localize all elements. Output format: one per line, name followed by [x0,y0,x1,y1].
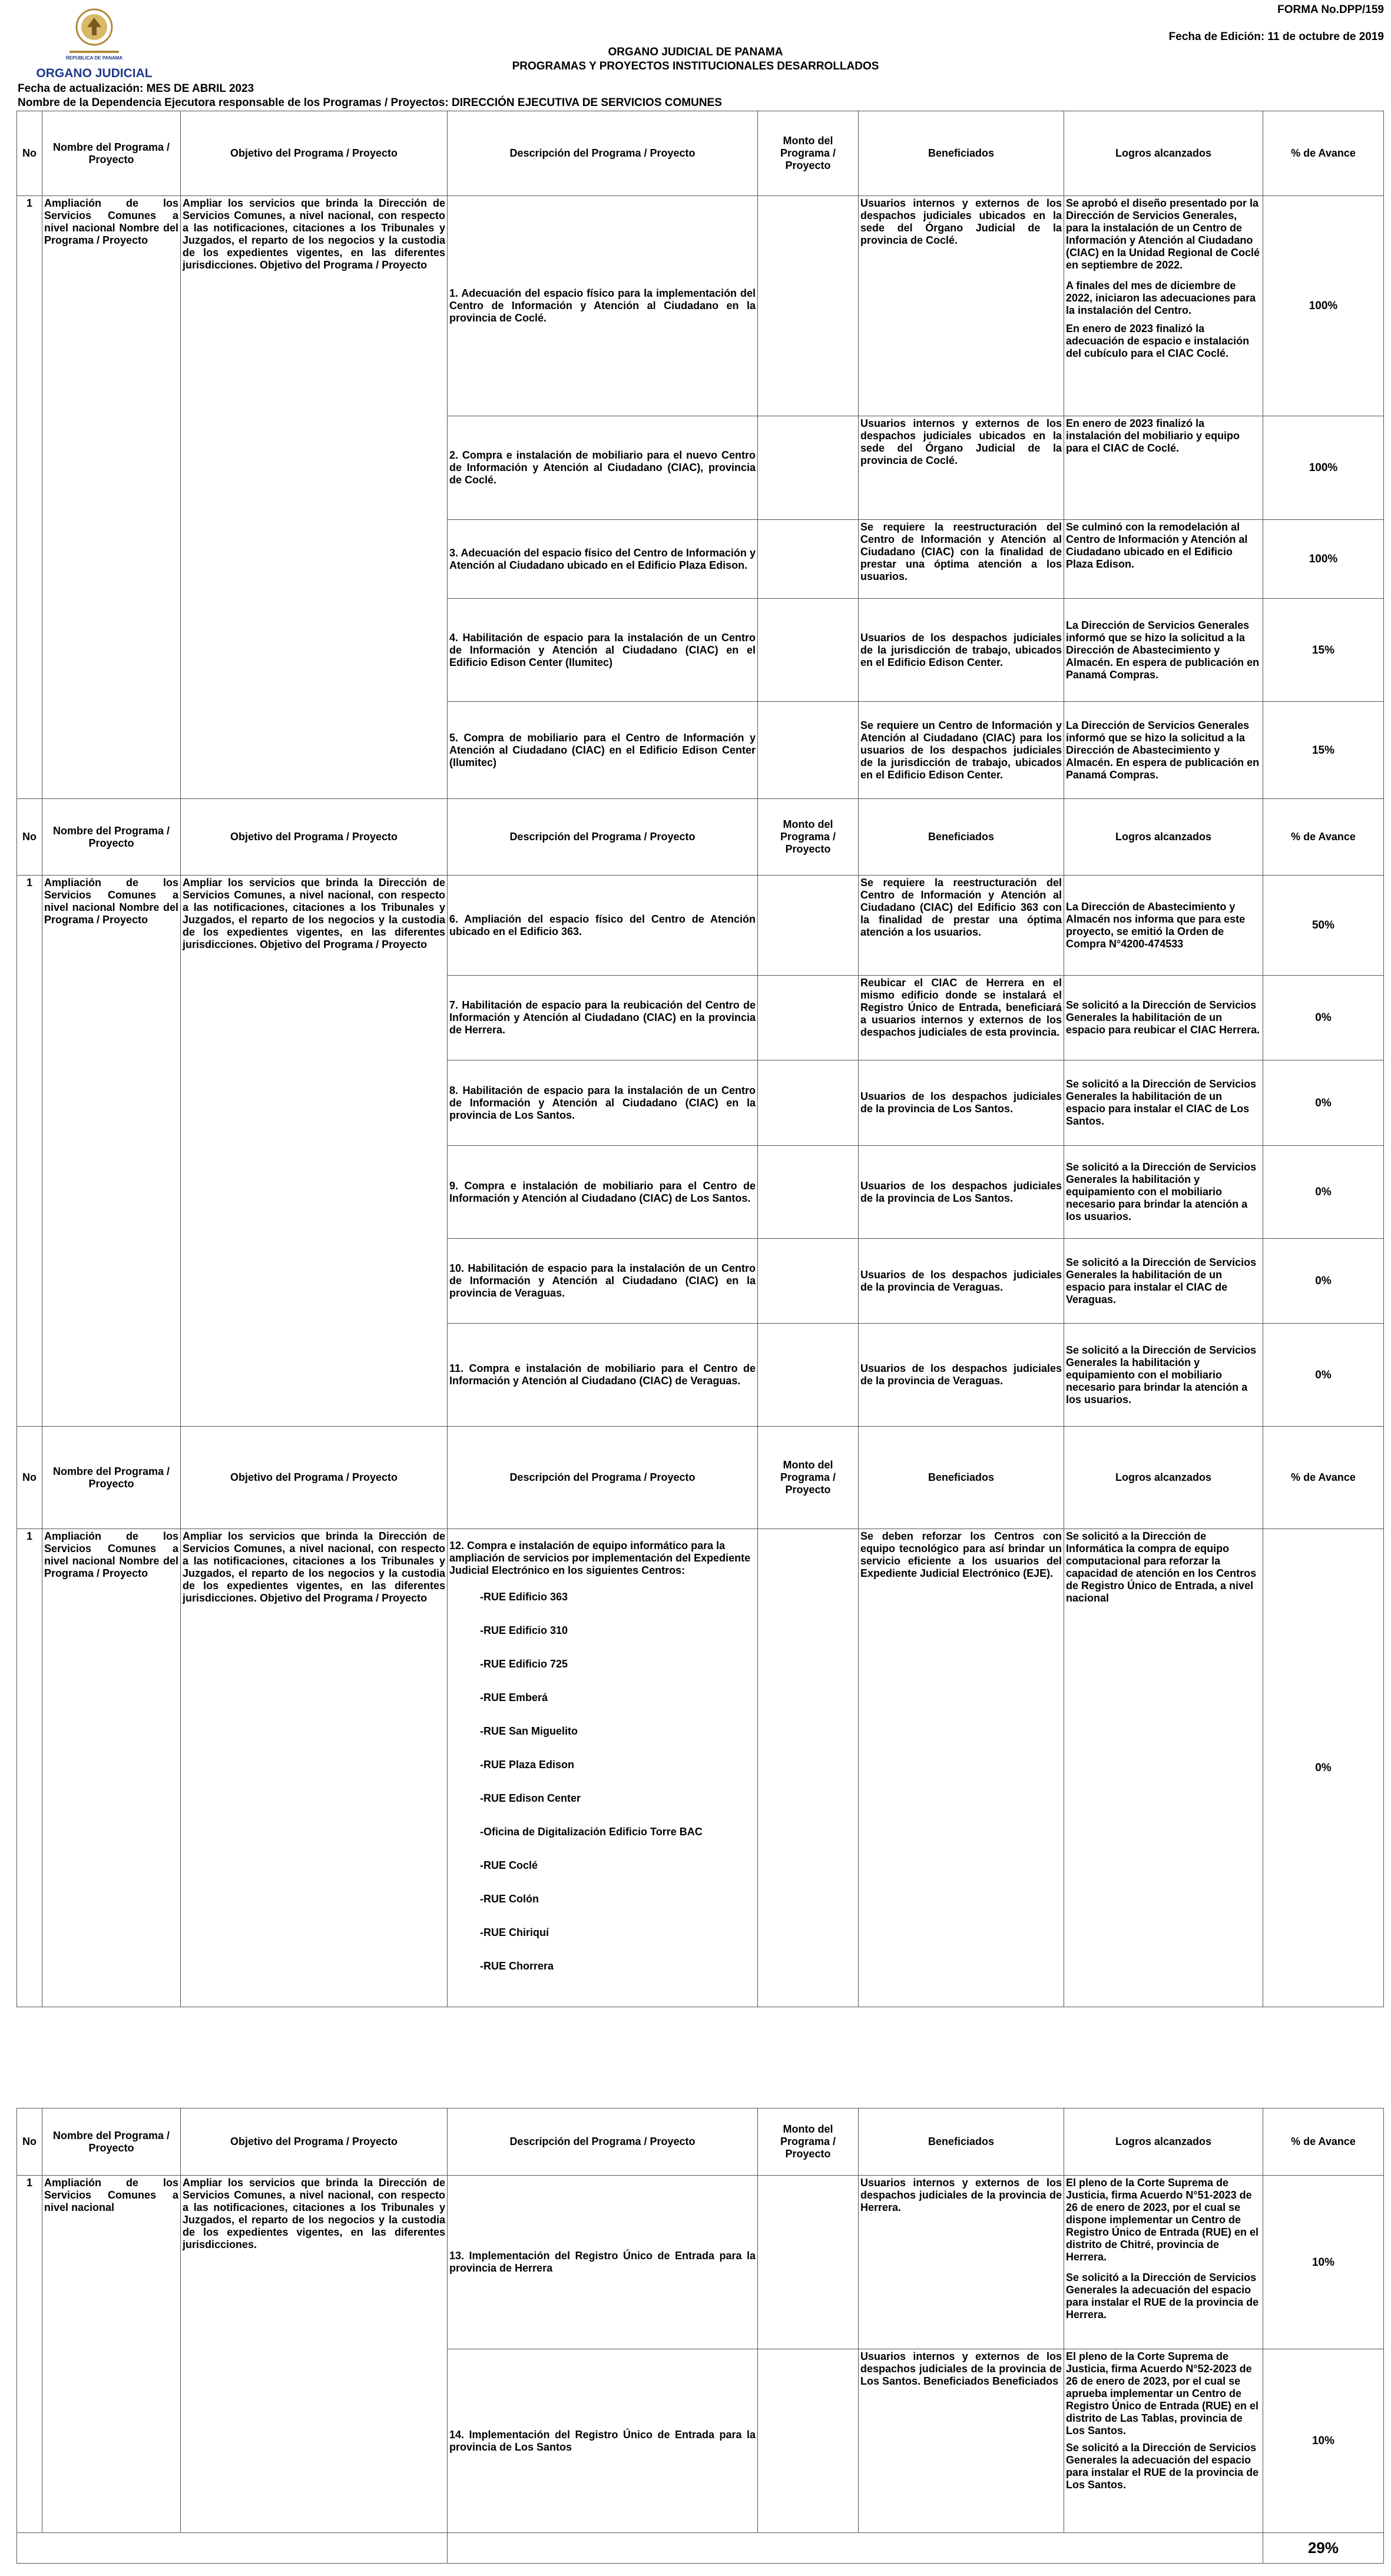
col-avance: % de Avance [1263,111,1384,196]
col-logros: Logros alcanzados [1064,1427,1263,1529]
project-benef: Usuarios de los despachos judiciales de la provincia de Los Santos. [859,1060,1064,1146]
list-item: -RUE San Miguelito [480,1725,578,1737]
col-avance: % de Avance [1263,2108,1384,2176]
program-nombre: Ampliación de los Servicios Comunes a nivel nacional Nombre del Programa / Proyecto [42,876,181,1427]
list-item: -Oficina de Digitalización Edificio Torre BAC [480,1826,703,1838]
logro-text: En enero de 2023 finalizó la adecuación de espacio e instalación del cubículo para el CIAC Coclé. [1066,323,1250,359]
list-item: -RUE Chiriquí [480,1927,549,1938]
col-monto: Monto del Programa / Proyecto [758,799,859,876]
logro-text: Se solicitó a la Dirección de Servicios Generales la adecuación del espacio para instalar el RUE de la provincia de Herrera. [1066,2272,1259,2320]
logo-text: ORGANO JUDICIAL [36,67,153,80]
list-item: -RUE Emberá [480,1692,548,1703]
project-logros: Se solicitó a la Dirección de Servicios Generales la habilitación de un espacio para instalar el CIAC de Los Santos. [1064,1060,1263,1146]
project-monto [758,416,859,520]
program-nombre: Ampliación de los Servicios Comunes a nivel nacional [42,2176,181,2533]
project-logros: Se solicitó a la Dirección de Servicios Generales la habilitación de un espacio para reubicar el CIAC Herrera. [1064,976,1263,1060]
total-row [17,2533,1384,2564]
col-no: No [17,1427,42,1529]
project-logros: La Dirección de Servicios Generales informó que se hizo la solicitud a la Dirección de Abastecimiento y Almacén. En espera de publicación en Panamá Compras. [1064,599,1263,702]
project-avance: 10% [1263,2349,1384,2533]
project-logros: Se solicitó a la Dirección de Servicios Generales la habilitación y equipamiento con el mobiliario necesario para brindar la atención a los usuarios. [1064,1146,1263,1239]
project-monto [758,2176,859,2349]
logro-text: Se solicitó a la Dirección de Servicios Generales la adecuación del espacio para instalar el RUE de la provincia de Los Santos. [1066,2442,1259,2491]
programs-table-4 [16,2108,1384,2564]
project-logros: En enero de 2023 finalizó la instalación del mobiliario y equipo para el CIAC de Coclé. [1064,416,1263,520]
project-monto [758,702,859,799]
project-monto [758,1324,859,1427]
project-avance: 100% [1263,196,1384,416]
header-row [17,799,1384,876]
total-spacer [448,2533,1263,2564]
project-desc: 7. Habilitación de espacio para la reubicación del Centro de Información y Atención al Ciudadano (CIAC) en la provincia de Herrera. [448,976,758,1060]
project-monto [758,976,859,1060]
col-no: No [17,2108,42,2176]
header-row [17,2108,1384,2176]
project-avance: 0% [1263,1324,1384,1427]
project-avance: 15% [1263,702,1384,799]
project-monto [758,876,859,976]
list-item: -RUE Edificio 363 [480,1591,568,1603]
col-beneficiados: Beneficiados [859,1427,1064,1529]
project-monto [758,1060,859,1146]
centros-list [449,1591,756,1994]
col-objetivo: Objetivo del Programa / Proyecto [181,799,448,876]
project-logros [1064,196,1263,416]
table-row [17,2176,1384,2349]
project-logros: Se solicitó a la Dirección de Servicios Generales la habilitación de un espacio para instalar el CIAC de Veraguas. [1064,1239,1263,1324]
project-desc: 9. Compra e instalación de mobiliario para el Centro de Información y Atención al Ciudadano (CIAC) de Los Santos. [448,1146,758,1239]
logo-small-text: REPUBLICA DE PANAMA [65,55,123,61]
project-avance: 0% [1263,976,1384,1060]
programs-table-3 [16,1426,1384,2007]
col-beneficiados: Beneficiados [859,111,1064,196]
project-avance: 0% [1263,1060,1384,1146]
col-beneficiados: Beneficiados [859,799,1064,876]
table-row [17,196,1384,416]
header-row [17,111,1384,196]
col-logros: Logros alcanzados [1064,799,1263,876]
project-logros: Se culminó con la remodelación al Centro de Información y Atención al Ciudadano ubicado en el Edificio Plaza Edison. [1064,520,1263,599]
total-avance: 29% [1263,2533,1384,2564]
project-avance: 0% [1263,1529,1384,2007]
list-item: -RUE Edison Center [480,1792,581,1804]
project-benef: Usuarios de los despachos judiciales de la provincia de Veraguas. [859,1324,1064,1427]
col-nombre: Nombre del Programa / Proyecto [42,111,181,196]
project-avance: 100% [1263,520,1384,599]
project-desc: 13. Implementación del Registro Único de Entrada para la provincia de Herrera [448,2176,758,2349]
col-logros: Logros alcanzados [1064,111,1263,196]
list-item: -RUE Plaza Edison [480,1759,575,1771]
project-desc: 5. Compra de mobiliario para el Centro de Información y Atención al Ciudadano (CIAC) en el Edificio Edison Center (Ilumitec) [448,702,758,799]
col-avance: % de Avance [1263,1427,1384,1529]
col-nombre: Nombre del Programa / Proyecto [42,2108,181,2176]
total-spacer [17,2533,448,2564]
project-desc-text: 12. Compra e instalación de equipo informático para la ampliación de servicios por implementación del Expediente Judicial Electrónico en los siguientes Centros: [449,1540,751,1576]
col-descripcion: Descripción del Programa / Proyecto [448,799,758,876]
logro-text: Se aprobó el diseño presentado por la Dirección de Servicios Generales, para la instalación de un Centro de Información y Atención al Ciudadano (CIAC) en la Unidad Regional de Coclé en septiembre de 2022. [1066,197,1260,271]
project-benef: Usuarios de los despachos judiciales de la jurisdicción de trabajo, ubicados en el Edificio Edison Center. [859,599,1064,702]
list-item: -RUE Chorrera [480,1960,554,1972]
project-monto [758,2349,859,2533]
org-title: ORGANO JUDICIAL DE PANAMA [608,46,783,58]
program-nombre: Ampliación de los Servicios Comunes a nivel nacional Nombre del Programa / Proyecto [42,1529,181,2007]
project-monto [758,1529,859,2007]
project-benef: Reubicar el CIAC de Herrera en el mismo edificio donde se instalará el Registro Único de Entrada, beneficiará a usuarios internos y externos de los despachos judiciales de esta provincia. [859,976,1064,1060]
project-monto [758,520,859,599]
program-no: 1 [17,196,42,799]
program-no: 1 [17,2176,42,2533]
project-logros [1064,2176,1263,2349]
project-monto [758,1239,859,1324]
program-objetivo: Ampliar los servicios que brinda la Dirección de Servicios Comunes, a nivel nacional, con respecto a las notificaciones, citaciones a los Tribunales y Juzgados, el reparto de los negocios y la custodia de los expedientes vigentes, en las diferentes jurisdicciones. [181,2176,448,2533]
project-monto [758,1146,859,1239]
project-benef: Se requiere la reestructuración del Centro de Información y Atención al Ciudadano (CIAC) del Edificio 363 con la finalidad de prestar una óptima atención a los usuarios. [859,876,1064,976]
project-benef: Se requiere un Centro de Información y Atención al Ciudadano (CIAC) para los usuarios de los despachos judiciales de la jurisdicción de trabajo, ubicados en el Edificio Edison Center. [859,702,1064,799]
col-nombre: Nombre del Programa / Proyecto [42,1427,181,1529]
project-benef: Usuarios internos y externos de los despachos judiciales ubicados en la sede del Órgano Judicial de la provincia de Coclé. [859,416,1064,520]
col-descripcion: Descripción del Programa / Proyecto [448,1427,758,1529]
logro-text: El pleno de la Corte Suprema de Justicia, firma Acuerdo N°52-2023 de 26 de enero de 2023, por el cual se aprueba implementar un Centro de Registro Único de Entrada (RUE) en el distrito de Las Tablas, provincia de Los Santos. [1066,2350,1259,2436]
logro-text: El pleno de la Corte Suprema de Justicia, firma Acuerdo N°51-2023 de 26 de enero de 2023, por el cual se dispone implementar un Centro de Registro Único de Entrada (RUE) en el distrito de Chitré, provincia de Herrera. [1066,2177,1259,2263]
project-logros: La Dirección de Abastecimiento y Almacén nos informa que para este proyecto, se emitió la Orden de Compra N°4200-474533 [1064,876,1263,976]
project-avance: 15% [1263,599,1384,702]
programs-table-1 [16,111,1384,799]
col-beneficiados: Beneficiados [859,2108,1064,2176]
program-objetivo: Ampliar los servicios que brinda la Dirección de Servicios Comunes, a nivel nacional, con respecto a las notificaciones, citaciones a los Tribunales y Juzgados, el reparto de los negocios y la custodia de los expedientes vigentes, en las diferentes jurisdicciones. Objetivo del Programa / Proyecto [181,876,448,1427]
project-benef: Usuarios internos y externos de los despachos judiciales ubicados en la sede del Órgano Judicial de la provincia de Coclé. [859,196,1064,416]
project-benef: Usuarios de los despachos judiciales de la provincia de Los Santos. [859,1146,1064,1239]
project-monto [758,599,859,702]
list-item: -RUE Coclé [480,1859,538,1871]
list-item: -RUE Edificio 725 [480,1658,568,1670]
program-no: 1 [17,1529,42,2007]
logro-text: A finales del mes de diciembre de 2022, iniciaron las adecuaciones para la instalación del Centro. [1066,280,1256,316]
project-logros: Se solicitó a la Dirección de Servicios Generales la habilitación y equipamiento con el mobiliario necesario para brindar la atención a los usuarios. [1064,1324,1263,1427]
project-benef: Se deben reforzar los Centros con equipo tecnológico para así brindar un servicio eficiente a los usuarios del Expediente Judicial Electrónico (EJE). [859,1529,1064,2007]
project-desc: 10. Habilitación de espacio para la instalación de un Centro de Información y Atención al Ciudadano (CIAC) en la provincia de Veraguas. [448,1239,758,1324]
col-descripcion: Descripción del Programa / Proyecto [448,111,758,196]
project-desc: 3. Adecuación del espacio físico del Centro de Información y Atención al Ciudadano ubicado en el Edificio Plaza Edison. [448,520,758,599]
project-benef: Usuarios internos y externos de los despachos judiciales de la provincia de Herrera. [859,2176,1064,2349]
project-logros: La Dirección de Servicios Generales informó que se hizo la solicitud a la Dirección de Abastecimiento y Almacén. En espera de publicación en Panamá Compras. [1064,702,1263,799]
project-desc: 6. Ampliación del espacio físico del Centro de Atención ubicado en el Edificio 363. [448,876,758,976]
list-item: -RUE Colón [480,1893,539,1905]
program-objetivo: Ampliar los servicios que brinda la Dirección de Servicios Comunes, a nivel nacional, con respecto a las notificaciones, citaciones a los Tribunales y Juzgados, el reparto de los negocios y la custodia de los expedientes vigentes, en las diferentes jurisdicciones. Objetivo del Programa / Proyecto [181,196,448,799]
fecha-edicion: Fecha de Edición: 11 de octubre de 2019 [1168,31,1384,43]
col-logros: Logros alcanzados [1064,2108,1263,2176]
project-benef: Usuarios de los despachos judiciales de la provincia de Veraguas. [859,1239,1064,1324]
fecha-actualizacion: Fecha de actualización: MES DE ABRIL 2023 [18,82,254,95]
project-monto [758,196,859,416]
project-desc: 8. Habilitación de espacio para la instalación de un Centro de Información y Atención al Ciudadano (CIAC) en la provincia de Los Santos. [448,1060,758,1146]
col-monto: Monto del Programa / Proyecto [758,1427,859,1529]
col-objetivo: Objetivo del Programa / Proyecto [181,2108,448,2176]
project-desc: 11. Compra e instalación de mobiliario para el Centro de Información y Atención al Ciudadano (CIAC) de Veraguas. [448,1324,758,1427]
project-avance: 0% [1263,1146,1384,1239]
project-desc: 2. Compra e instalación de mobiliario para el nuevo Centro de Información y Atención al Ciudadano (CIAC), provincia de Coclé. [448,416,758,520]
col-monto: Monto del Programa / Proyecto [758,2108,859,2176]
project-desc: 1. Adecuación del espacio físico para la implementación del Centro de Información y Atención al Ciudadano en la provincia de Coclé. [448,196,758,416]
project-desc: 4. Habilitación de espacio para la instalación de un Centro de Información y Atención al Ciudadano (CIAC) en el Edificio Edison Center (Ilumitec) [448,599,758,702]
project-desc: 14. Implementación del Registro Único de Entrada para la provincia de Los Santos [448,2349,758,2533]
project-avance: 100% [1263,416,1384,520]
program-nombre: Ampliación de los Servicios Comunes a nivel nacional Nombre del Programa / Proyecto [42,196,181,799]
project-benef: Se requiere la reestructuración del Centro de Información y Atención al Ciudadano (CIAC) con la finalidad de prestar una óptima atención a los usuarios. [859,520,1064,599]
programs-table-2 [16,798,1384,1427]
project-avance: 10% [1263,2176,1384,2349]
table-row [17,1529,1384,2007]
header-row [17,1427,1384,1529]
col-descripcion: Descripción del Programa / Proyecto [448,2108,758,2176]
col-objetivo: Objetivo del Programa / Proyecto [181,111,448,196]
col-nombre: Nombre del Programa / Proyecto [42,799,181,876]
col-no: No [17,111,42,196]
col-objetivo: Objetivo del Programa / Proyecto [181,1427,448,1529]
table-row [17,876,1384,976]
list-item: -RUE Edificio 310 [480,1624,568,1636]
project-logros [1064,2349,1263,2533]
col-avance: % de Avance [1263,799,1384,876]
project-logros: Se solicitó a la Dirección de Informática la compra de equipo computacional para reforzar la capacidad de atención en los Centros de Registro Único de Entrada, a nivel nacional [1064,1529,1263,2007]
project-avance: 50% [1263,876,1384,976]
project-benef: Usuarios internos y externos de los despachos judiciales de la provincia de Los Santos. Beneficiados Beneficiados [859,2349,1064,2533]
col-no: No [17,799,42,876]
program-no: 1 [17,876,42,1427]
org-subtitle: PROGRAMAS Y PROYECTOS INSTITUCIONALES DESARROLLADOS [512,60,879,72]
project-avance: 0% [1263,1239,1384,1324]
forma-number: FORMA No.DPP/159 [1277,4,1384,16]
program-objetivo: Ampliar los servicios que brinda la Dirección de Servicios Comunes, a nivel nacional, con respecto a las notificaciones, citaciones a los Tribunales y Juzgados, el reparto de los negocios y la custodia de los expedientes vigentes, en las diferentes jurisdicciones. Objetivo del Programa / Proyecto [181,1529,448,2007]
project-desc [448,1529,758,2007]
col-monto: Monto del Programa / Proyecto [758,111,859,196]
dependencia: Nombre de la Dependencia Ejecutora responsable de los Programas / Proyectos: DIRECCIÓN EJECUTIVA DE SERVICIOS COMUNES [18,97,722,109]
